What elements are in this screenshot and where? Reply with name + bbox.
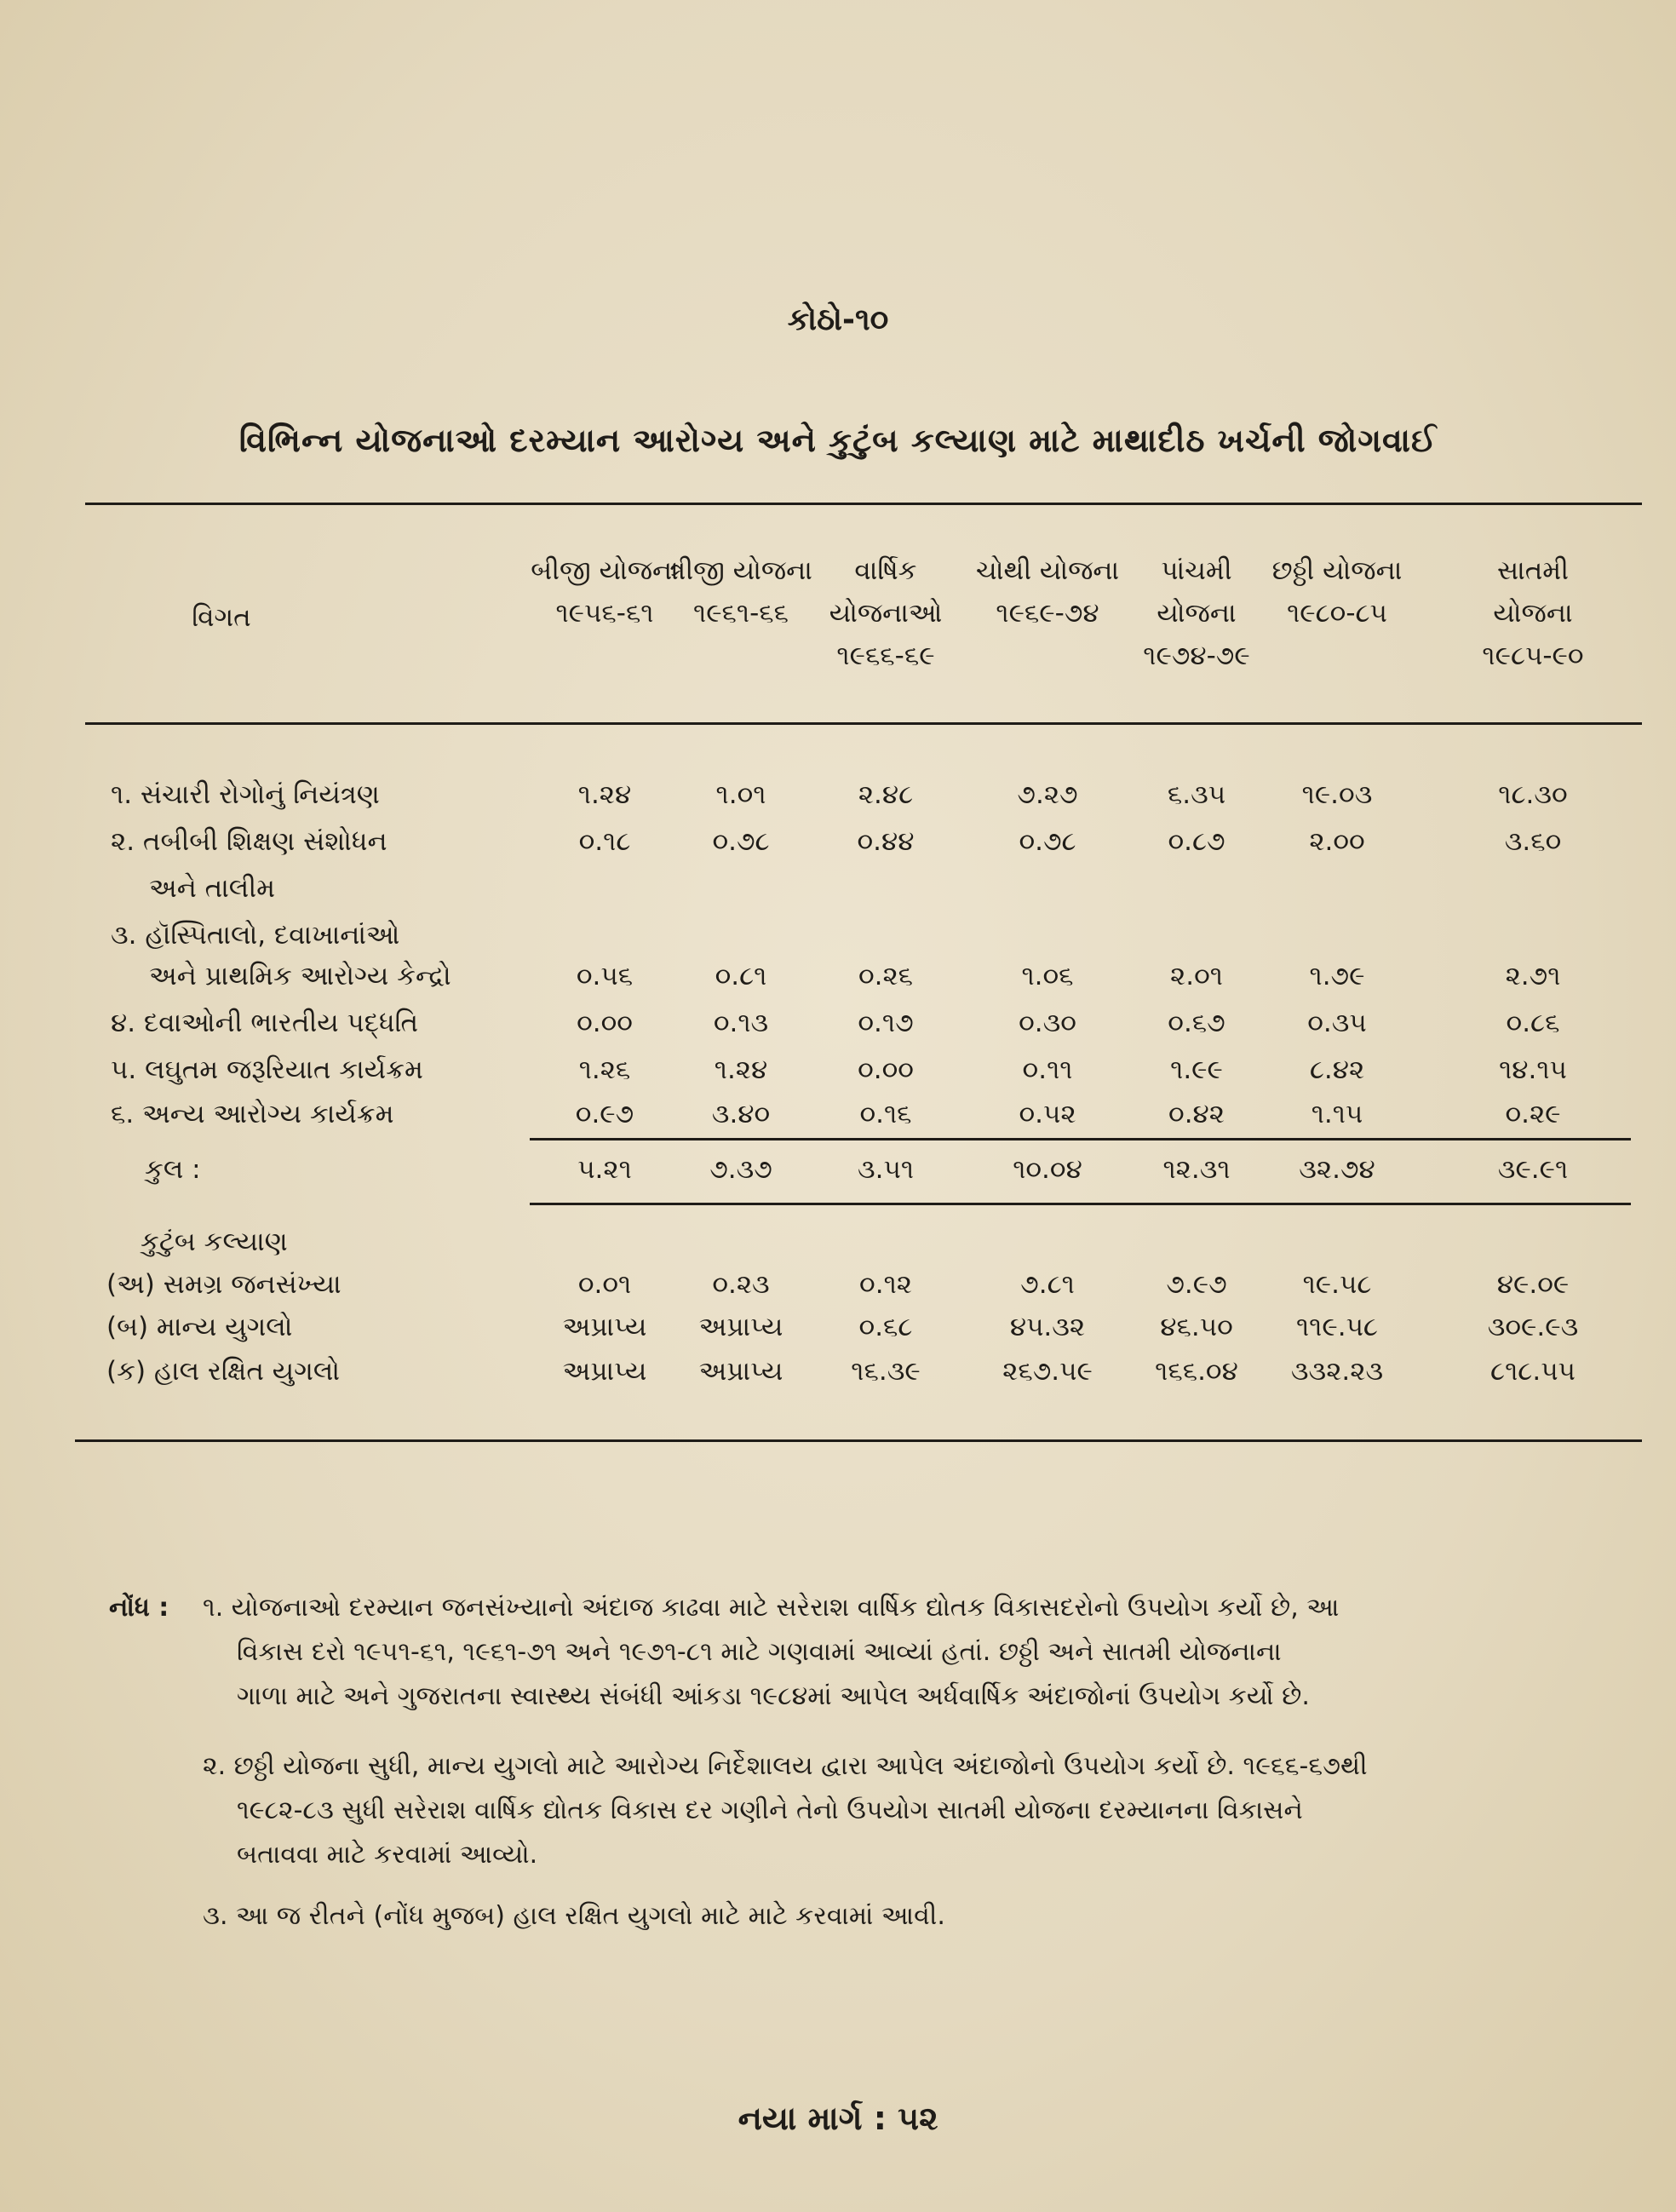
family-welfare-row-value: ૧૬૬.૦૪: [1155, 1356, 1238, 1387]
note-line: ગાળા માટે અને ગુજરાતના સ્વાસ્થ્ય સંબંધી આંકડા ૧૯૮૪માં આપેલ અર્ધવાર્ષિક અંદાજોનાં ઉપયોગ કર્યો છે.: [237, 1681, 1310, 1711]
header-column-line: વાર્ષિક: [854, 555, 917, 586]
header-column: [1439, 549, 1627, 677]
family-welfare-row-value: ૧૧૯.૫૮: [1295, 1312, 1378, 1342]
table-row-value: ૦.૨૯: [1505, 1099, 1561, 1129]
total-row-value: ૧૦.૦૪: [1013, 1154, 1082, 1185]
total-row-label: કુલ :: [145, 1154, 201, 1185]
table-row-value: ૦.૧૬: [859, 1099, 912, 1129]
table-row-label: અને પ્રાથમિક આરોગ્ય કેન્દ્રો: [149, 961, 451, 991]
table-row-value: ૧૯.૦૩: [1301, 779, 1373, 810]
header-rule: [85, 722, 1642, 725]
note-line: ૧૯૮૨-૮૩ સુધી સરેરાશ વાર્ષિક દ્યોતક વિકાસ દર ગણીને તેનો ઉપયોગ સાતમી યોજના દરમ્યાનના વિકાસને: [237, 1795, 1303, 1825]
table-row-value: ૧.૨૪: [577, 779, 632, 810]
family-welfare-row-value: ૨૬૭.૫૯: [1002, 1356, 1093, 1387]
table-row-value: ૬.૩૫: [1167, 779, 1226, 810]
header-column-line: સાતમી: [1496, 555, 1569, 586]
header-column-line: ત્રીજી યોજના: [669, 555, 812, 586]
note-line: ૨. છઠ્ઠી યોજના સુધી, માન્ય યુગલો માટે આરોગ્ય નિર્દેશાલય દ્વારા આપેલ અંદાજોનો ઉપયોગ કર્યો છે. ૧૯૬૬-૬૭થી: [203, 1751, 1368, 1781]
table-number: કોઠો-૧૦: [787, 302, 889, 337]
header-column-line: પાંચમી: [1161, 555, 1232, 586]
table-row-value: ૦.૨૬: [858, 961, 914, 991]
header-column-line: ૧૯૬૯-૭૪: [996, 598, 1099, 629]
table-row-label: ૧. સંચારી રોગોનું નિયંત્રણ: [111, 779, 380, 810]
page-title: વિભિન્ન યોજનાઓ દરમ્યાન આરોગ્ય અને કુટુંબ કલ્યાણ માટે માથાદીઠ ખર્ચની જોગવાઈ: [238, 422, 1438, 459]
family-welfare-row-value: ૭.૮૧: [1020, 1269, 1075, 1300]
header-column-line: ૧૯૬૧-૬૬: [693, 598, 789, 629]
table-row-value: ૨.૦૦: [1309, 826, 1365, 857]
table-row-value: ૦.૮૧: [715, 961, 767, 991]
table-row-value: ૦.૭૮: [712, 826, 770, 857]
table-row-label: ૫. લઘુતમ જરૂરિયાત કાર્યક્રમ: [111, 1054, 423, 1085]
table-row-value: ૩.૪૦: [711, 1099, 771, 1129]
note-line: વિકાસ દરો ૧૯૫૧-૬૧, ૧૯૬૧-૭૧ અને ૧૯૭૧-૮૧ માટે ગણવામાં આવ્યાં હતાં. છઠ્ઠી અને સાતમી યોજનાના: [237, 1637, 1282, 1667]
total-row-value: ૧૨.૩૧: [1162, 1154, 1231, 1185]
header-column-line: ૧૯૫૬-૬૧: [555, 598, 654, 629]
family-welfare-row-label: (ક) હાલ રક્ષિત યુગલો: [106, 1356, 341, 1387]
table-row-value: ૦.૦૦: [858, 1054, 914, 1085]
total-row-value: ૭.૩૭: [709, 1154, 772, 1185]
family-welfare-row-value: ૪૫.૩૨: [1009, 1312, 1086, 1342]
family-welfare-row-value: ૩૩૨.૨૩: [1290, 1356, 1384, 1387]
table-row-label: ૪. દવાઓની ભારતીય પદ્ધતિ: [111, 1008, 419, 1038]
family-welfare-row-value: ૭.૯૭: [1166, 1269, 1227, 1300]
family-welfare-row-value: અપ્રાપ્ય: [698, 1312, 783, 1342]
table-row-value: ૦.૧૧: [1022, 1054, 1073, 1085]
total-row-value: ૩૨.૭૪: [1299, 1154, 1375, 1185]
table-row-value: ૦.૬૭: [1168, 1008, 1225, 1038]
table-row-label: ૩. હૉસ્પિતાલો, દવાખાનાંઓ: [111, 920, 400, 951]
family-welfare-row-value: અપ્રાપ્ય: [562, 1312, 647, 1342]
family-welfare-row-value: અપ્રાપ્ય: [562, 1356, 647, 1387]
table-row-value: ૦.૫૬: [576, 961, 634, 991]
table-row-value: ૧.૦૧: [715, 779, 766, 810]
table-row-value: ૧.૯૯: [1170, 1054, 1223, 1085]
family-welfare-row-label: (બ) માન્ય યુગલો: [106, 1312, 293, 1342]
family-welfare-row-value: ૪૯.૦૯: [1496, 1269, 1570, 1300]
table-row-value: ૧૮.૩૦: [1498, 779, 1568, 810]
header-column-line: ચોથી યોજના: [975, 555, 1120, 586]
family-welfare-row-value: ૩૦૯.૯૩: [1487, 1312, 1579, 1342]
header-column-line: બીજી યોજના: [531, 555, 679, 586]
table-row-label: અને તાલીમ: [149, 873, 275, 904]
table-row-value: ૦.૩૦: [1019, 1008, 1076, 1038]
family-welfare-row-value: ૧૬.૩૯: [851, 1356, 921, 1387]
total-row-value: ૫.૨૧: [577, 1154, 632, 1185]
top-rule: [85, 503, 1642, 505]
table-row-value: ૧.૨૬: [578, 1054, 631, 1085]
family-welfare-row-value: ૮૧૮.૫૫: [1490, 1356, 1576, 1387]
family-welfare-row-value: ૦.૧૨: [859, 1269, 912, 1300]
header-column-line: છઠ્ઠી યોજના: [1271, 555, 1403, 586]
table-row-value: ૦.૧૮: [578, 826, 631, 857]
table-row-value: ૦.૪૪: [857, 826, 915, 857]
family-welfare-row-value: અપ્રાપ્ય: [698, 1356, 783, 1387]
table-row-value: ૧.૨૪: [714, 1054, 768, 1085]
table-row-value: ૦.૫૨: [1019, 1099, 1076, 1129]
table-row-value: ૨.૦૧: [1170, 961, 1223, 991]
table-row-value: ૧.૧૫: [1311, 1099, 1363, 1129]
header-column-line: ૧૯૮૦-૮૫: [1287, 598, 1387, 629]
note-line: ૧. યોજનાઓ દરમ્યાન જનસંખ્યાનો અંદાજ કાઢવા માટે સરેરાશ વાર્ષિક દ્યોતક વિકાસદરોનો ઉપયોગ કર્યો છે, આ: [203, 1593, 1340, 1623]
table-row-value: ૦.૩૫: [1307, 1008, 1367, 1038]
note-line: બતાવવા માટે કરવામાં આવ્યો.: [237, 1840, 538, 1870]
table-row-label: ૨. તબીબી શિક્ષણ સંશોધન: [111, 826, 387, 857]
header-column-line: યોજના: [1157, 598, 1237, 629]
header-column: [792, 549, 979, 677]
table-row-value: ૦.૧૩: [713, 1008, 769, 1038]
notes-prefix: નોંધ :: [109, 1593, 169, 1623]
family-welfare-row-value: ૦.૨૩: [712, 1269, 770, 1300]
table-row-value: ૮.૪૨: [1309, 1054, 1365, 1085]
table-row-value: ૨.૪૮: [858, 779, 914, 810]
page-footer: નયા માર્ગ : ૫૨: [738, 2100, 938, 2137]
table-row-value: ૦.૮૬: [1506, 1008, 1560, 1038]
total-rule-top: [530, 1138, 1631, 1140]
total-row-value: ૩.૫૧: [857, 1154, 915, 1185]
table-row-value: ૦.૪૨: [1168, 1099, 1225, 1129]
header-column: [1243, 549, 1431, 635]
family-welfare-row-value: ૪૬.૫૦: [1160, 1312, 1233, 1342]
table-row-value: ૨.૭૧: [1505, 961, 1561, 991]
header-column-line: યોજનાઓ: [829, 598, 943, 629]
family-welfare-row-label: (અ) સમગ્ર જનસંખ્યા: [106, 1269, 342, 1300]
table-row-value: ૦.૭૮: [1019, 826, 1076, 857]
header-label: વિગત: [192, 602, 251, 633]
table-row-value: ૧.૦૬: [1021, 961, 1074, 991]
table-row-value: ૦.૦૦: [577, 1008, 633, 1038]
table-row-value: ૦.૮૭: [1168, 826, 1225, 857]
table-row-value: ૦.૧૭: [858, 1008, 914, 1038]
family-welfare-row-value: ૧૯.૫૮: [1302, 1269, 1372, 1300]
table-row-value: ૭.૨૭: [1017, 779, 1078, 810]
table-row-value: ૩.૬૦: [1504, 826, 1562, 857]
header-column-line: યોજના: [1493, 598, 1573, 629]
family-welfare-row-value: ૦.૬૮: [858, 1312, 913, 1342]
header-column-line: ૧૯૭૪-૭૯: [1143, 641, 1250, 671]
note-line: ૩. આ જ રીતને (નોંધ મુજબ) હાલ રક્ષિત યુગલો માટે માટે કરવામાં આવી.: [203, 1901, 945, 1931]
table-row-value: ૦.૯૭: [575, 1099, 634, 1129]
table-row-value: ૧.૭૯: [1309, 961, 1365, 991]
header-column-line: ૧૯૬૬-૬૯: [836, 641, 935, 671]
family-welfare-heading: કુટુંબ કલ્યાણ: [141, 1227, 288, 1257]
table-row-label: ૬. અન્ય આરોગ્ય કાર્યક્રમ: [111, 1099, 394, 1129]
table-row-value: ૧૪.૧૫: [1499, 1054, 1567, 1085]
family-welfare-row-value: ૦.૦૧: [577, 1269, 632, 1300]
total-row-value: ૩૯.૯૧: [1497, 1154, 1569, 1185]
bottom-rule: [75, 1439, 1642, 1442]
header-column-line: ૧૯૮૫-૯૦: [1482, 641, 1584, 671]
total-rule-bottom: [530, 1203, 1631, 1205]
